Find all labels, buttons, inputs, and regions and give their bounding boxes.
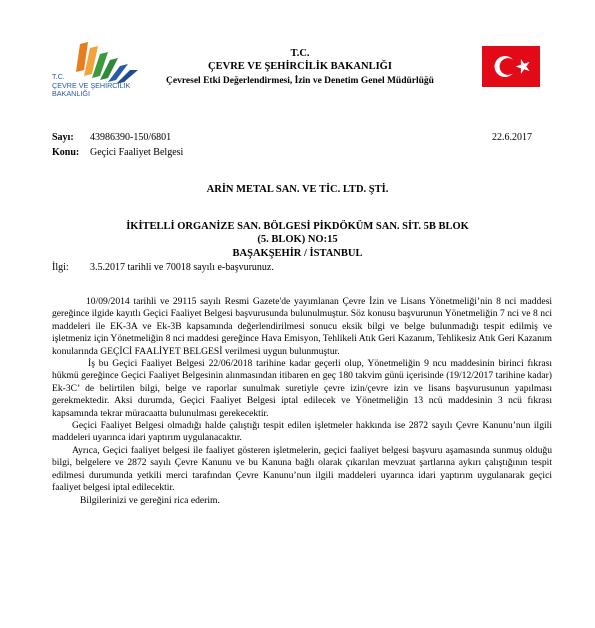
body-paragraph: İş bu Geçici Faaliyet Belgesi 22/06/2018 tarihine kadar geçerli olup, Yönetmeliğin 9 ncu maddesinin birinci fıkrası hükmü gereğince Geçici Faaliyet Belgesinin alınmasından itibaren en geç 180 takvim günü içerisinde (19/12/2017 tarihine kadar) Ek-3C’ de belirtilen bilgi, belge ve raporlar sunulmak suretiyle çevre izin/çevre izin ve lisans başvurusunun yapılması gerekmektedir. Aksi durumda, Geçici Faaliyet Belgesi iptal edilecek ve Yönetmeliğin 13 ncü maddesinin 3 ncü fıkrası kapsamında tekrar müracaatta bulunulması gerekecektir. — [52, 358, 552, 419]
recipient-company: ARİN METAL SAN. VE TİC. LTD. ŞTİ. — [206, 184, 389, 195]
letter-body — [52, 296, 552, 507]
turkish-flag-icon — [482, 46, 540, 87]
header-directorate: Çevresel Etki Değerlendirmesi, İzin ve Denetim Genel Müdürlüğü — [166, 76, 434, 86]
ilgi-label: İlgi: — [52, 262, 69, 273]
header-tc: T.C. — [290, 48, 310, 59]
konu-label: Konu: — [52, 147, 80, 158]
ilgi-text: 3.5.2017 tarihli ve 70018 sayılı e-başvurunuz. — [90, 262, 274, 273]
sayi-label: Sayı: — [52, 132, 74, 143]
logo-text-line: ÇEVRE VE ŞEHİRCİLİK — [52, 80, 131, 90]
body-paragraph: 10/09/2014 tarihli ve 29115 sayılı Resmi Gazete'de yayımlanan Çevre İzin ve Lisans Yönetmeliği’nin 8 nci maddesi gereğince ilgide kayıtlı Geçici Faaliyet Belgesi başvurusunda bulunulmuştur. Söz konusu başvurunun Yönetmeliğin 7 nci ve 8 nci maddeleri ile EK-3A ve Ek-3B kapsamında değerlendirilmesi sonucu eksik bilgi ve belge bulunmadığı tespit edilmiş ve işletmeniz için Yönetmeliğin 8 nci maddesi gereğince Hava Emisyon, Tehlikeli Atık Geri Kazanım, Tehlikesiz Atık Geri Kazanım konularında GEÇİCİ FAALİYET BELGESİ verilmesi uygun bulunmuştur. — [52, 296, 552, 357]
logo-text-line: BAKANLIĞI — [52, 89, 90, 98]
recipient-address-line: (5. BLOK) NO:15 — [257, 234, 338, 245]
header-ministry: ÇEVRE VE ŞEHİRCİLİK BAKANLIĞI — [208, 61, 392, 72]
konu-row — [52, 147, 183, 158]
recipient-address-line: BAŞAKŞEHİR / İSTANBUL — [232, 248, 363, 259]
document-date: 22.6.2017 — [492, 132, 532, 143]
konu-value: Geçici Faaliyet Belgesi — [90, 147, 184, 158]
body-paragraph: Geçici Faaliyet Belgesi olmadığı halde çalıştığı tespit edilen işletmeler hakkında ise 2872 sayılı Çevre Kanunu’nun ilgili maddeleri uyarınca idari yaptırım uygulanacaktır. — [52, 420, 552, 444]
logo-text — [52, 73, 130, 99]
logo-text-line: T.C. — [52, 72, 65, 81]
closing-line: Bilgilerinizi ve gereğini rica ederim. — [80, 494, 220, 506]
sayi-row — [52, 132, 171, 143]
recipient-address-line: İKİTELLİ ORGANİZE SAN. BÖLGESİ PİKDÖKÜM SAN. SİT. 5B BLOK — [126, 221, 469, 232]
sayi-value: 43986390-150/6801 — [90, 132, 172, 143]
ilgi-row — [52, 262, 274, 273]
body-paragraph: Ayrıca, Geçici faaliyet belgesi ile faaliyet gösteren işletmelerin, geçici faaliyet belgesi başvuru aşamasında sunmuş olduğu bilgi, belgelere ve 2872 sayılı Çevre Kanunu ve bu Kanuna bağlı olarak çıkarılan mevzuat şartlarına aykırı çalıştığının tespit edilmesi durumunda yetkili merci tarafından Çevre Kanunu’nun ilgili maddeleri uyarınca idari yaptırım uygulanarak geçici faaliyet belgesi iptal edilecektir. — [52, 444, 552, 494]
